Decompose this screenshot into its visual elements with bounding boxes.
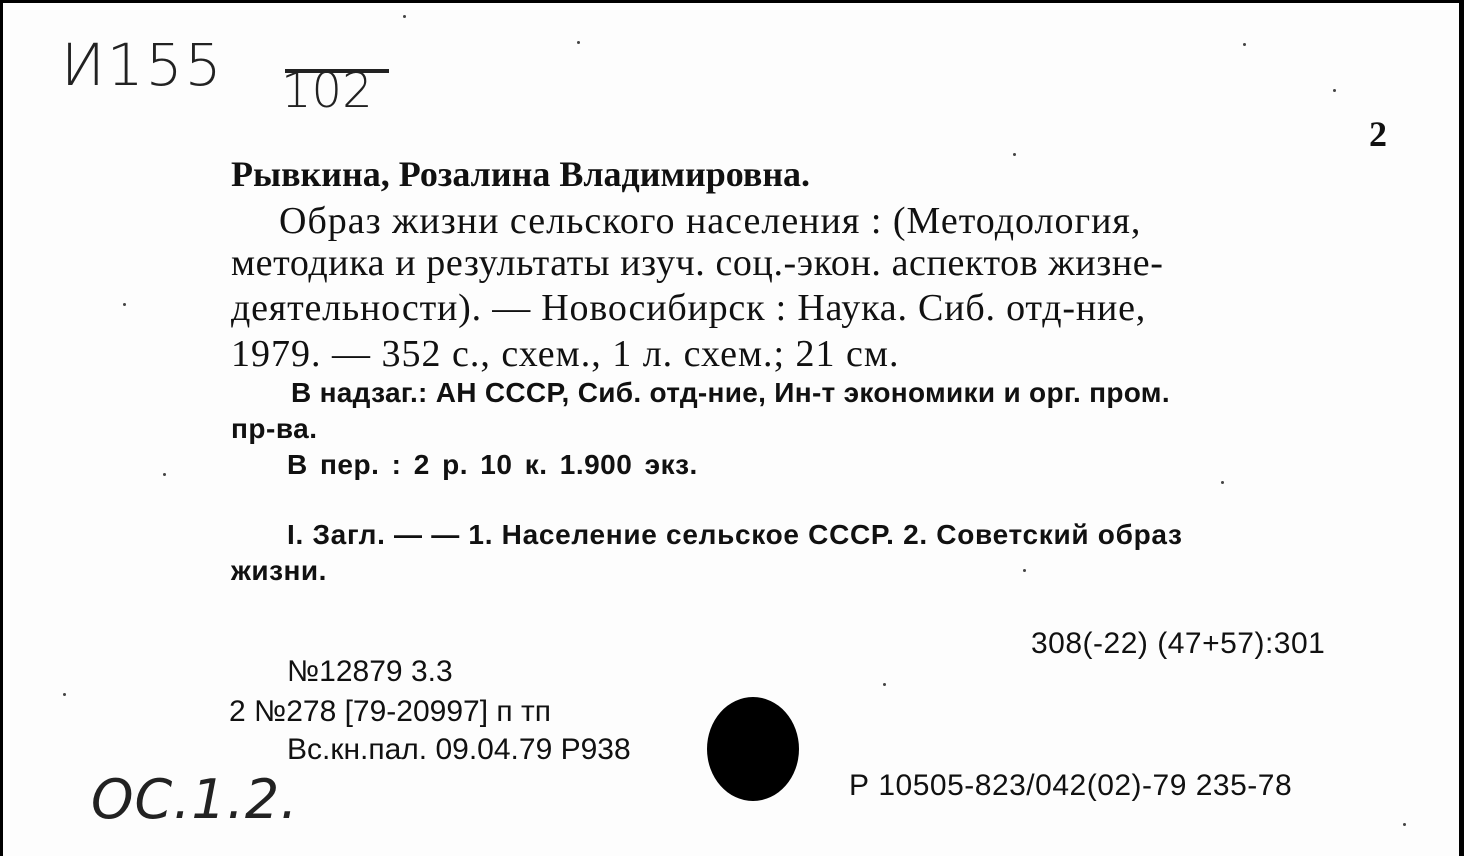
noise-speck (1243, 43, 1246, 46)
publisher-code: Р 10505-823/042(02)-79 235-78 (849, 769, 1293, 802)
card-number: 2 (1369, 114, 1387, 154)
noise-speck (1221, 481, 1224, 484)
note-line-2: пр-ва. (231, 413, 318, 444)
noise-speck (1023, 569, 1026, 572)
title-line-2: методика и результаты изуч. соц.-экон. аспектов жизне- (231, 242, 1164, 284)
punch-hole-mark (707, 697, 799, 801)
price-line: В пер. : 2 р. 10 к. 1.900 экз. (287, 449, 698, 480)
subject-line-1: I. Загл. — — 1. Население сельское СССР. 2. Советский образ (287, 519, 1183, 550)
shelfmark-sub: 102 (281, 63, 373, 119)
noise-speck (1013, 153, 1016, 156)
shelfmark-main: И155 (61, 31, 224, 99)
title-line-1: Образ жизни сельского населения : (Методология, (279, 200, 1142, 242)
registry-line-3: Вс.кн.пал. 09.04.79 Р938 (287, 733, 631, 766)
noise-speck (1403, 823, 1406, 826)
classification-index: 308(-22) (47+57):301 (1031, 627, 1326, 660)
subject-line-2: жизни. (231, 555, 327, 586)
title-line-4: 1979. — 352 с., схем., 1 л. схем.; 21 см. (231, 333, 900, 375)
author-heading: Рывкина, Розалина Владимировна. (231, 154, 811, 194)
noise-speck (577, 41, 580, 44)
noise-speck (883, 683, 886, 686)
noise-speck (163, 473, 166, 476)
registry-line-1: №12879 3.3 (287, 655, 453, 688)
noise-speck (1333, 89, 1336, 92)
note-line-1: В надзаг.: АН СССР, Сиб. отд-ние, Ин-т экономики и орг. пром. (291, 377, 1170, 408)
noise-speck (123, 303, 126, 306)
handwritten-note: ОС.1.2. (91, 768, 299, 831)
noise-speck (403, 15, 406, 18)
registry-line-2: 2 №278 [79-20997] п тп (229, 695, 551, 728)
noise-speck (63, 693, 66, 696)
title-line-3: деятельности). — Новосибирск : Наука. Сиб. отд-ние, (231, 287, 1147, 329)
